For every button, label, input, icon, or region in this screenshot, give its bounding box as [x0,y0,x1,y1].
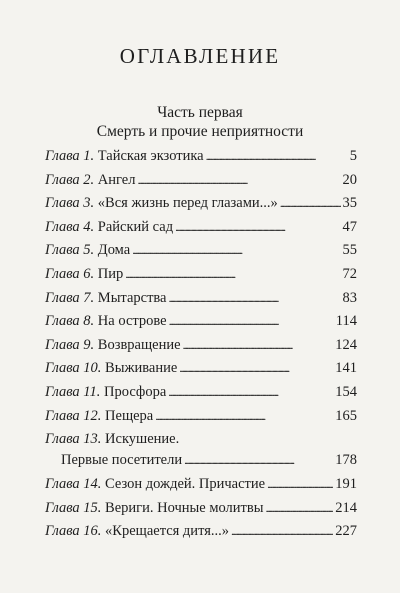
toc-entry [45,500,357,524]
toc-entry-line [45,452,357,476]
page-number: 83 [342,289,357,306]
dot-leader [280,196,341,211]
chapter-title: Пещера [105,407,154,424]
chapter-title: Райский сад [97,218,174,235]
toc-entry-line [45,337,357,361]
page-number: 154 [335,383,357,400]
chapter-title: Пир [97,265,124,282]
toc-entry-label [45,384,166,401]
chapter-title: Тайская экзотика [97,148,204,164]
page-number: 114 [335,313,357,330]
dot-leader [169,314,334,329]
toc-entry-label [45,313,167,330]
toc-entry-label [45,242,130,259]
toc-entry [45,408,357,432]
toc-entry-label [45,148,204,165]
toc-entry-line [45,219,357,243]
chapter-title: «Крещается дитя...» [105,523,230,540]
toc-heading: ОГЛАВЛЕНИЕ [119,44,281,68]
toc-entry-label [45,172,135,189]
toc-entry [45,148,357,172]
toc-entry [45,384,357,408]
toc-entry-label [45,290,167,307]
dot-leader [169,291,341,306]
chapter-number: Глава 6. [45,265,95,282]
toc-entry [45,476,357,500]
part-title: Часть первая [157,104,243,121]
dot-leader [132,243,340,258]
chapter-title: Дома [97,242,131,259]
chapter-number: Глава 16. [45,523,102,540]
toc-entry-line [45,476,357,500]
chapter-number: Глава 2. [45,171,95,188]
page-number: 191 [335,475,357,492]
toc-entry [45,266,357,290]
dot-leader [183,338,334,353]
chapter-number: Глава 12. [45,407,102,424]
page-number: 20 [342,171,357,188]
toc-entry [45,337,357,361]
toc-entry-label [45,500,263,517]
toc-entry-label [45,219,173,236]
toc-entry-line [45,242,357,266]
toc-list [45,148,357,547]
toc-entry-label [45,266,123,283]
toc-entry-line [45,313,357,337]
toc-entry [45,313,357,337]
chapter-number: Глава 14. [45,475,102,492]
chapter-number: Глава 13. [45,431,102,448]
toc-entry-label [45,523,229,540]
chapter-number: Глава 9. [45,336,95,353]
chapter-title: Искушение. [105,431,180,448]
chapter-title: Просфора [103,383,167,400]
dot-leader [231,524,333,539]
toc-entry [45,172,357,196]
page-number: 5 [349,148,357,164]
toc-entry-label [45,337,181,354]
toc-entry [45,195,357,219]
page-number: 165 [335,407,357,424]
chapter-number: Глава 10. [45,360,102,377]
toc-entry [45,242,357,266]
chapter-number: Глава 11. [45,383,101,400]
chapter-title: Выживание [105,360,178,377]
chapter-title: Ангел [97,171,136,188]
dot-leader [265,501,333,516]
toc-entry-label [45,360,177,377]
page-number: 35 [342,195,357,212]
toc-entry-line [45,290,357,314]
toc-entry-line [45,360,357,384]
page-number: 55 [342,242,357,259]
toc-entry [45,523,357,547]
toc-entry-label [45,195,278,212]
toc-entry-line [45,172,357,196]
page-number: 178 [335,452,357,469]
dot-leader [168,385,333,400]
page-number: 227 [335,523,357,540]
chapter-title: Возвращение [97,336,181,353]
toc-entry-line [45,266,357,290]
toc-entry-line [45,148,357,172]
page-number: 124 [335,336,357,353]
dot-leader [179,361,333,376]
part-subtitle: Смерть и прочие неприятности [96,123,304,140]
page-number: 47 [342,218,357,235]
page-number: 141 [335,360,357,377]
chapter-title: Мытарства [97,289,167,306]
dot-leader [155,409,333,424]
chapter-title-continued: Первые посетители [61,452,183,469]
toc-entry-label [45,476,265,493]
chapter-title: «Вся жизнь перед глазами...» [97,195,278,212]
dot-leader [206,149,348,164]
toc-entry [45,360,357,384]
dot-leader [184,453,333,468]
chapter-number: Глава 1. [45,148,95,164]
chapter-number: Глава 15. [45,499,102,516]
chapter-title: Вериги. Ночные молитвы [105,499,264,516]
toc-entry [45,290,357,314]
chapter-number: Глава 8. [45,313,95,330]
toc-entry-label [45,431,179,448]
chapter-number: Глава 5. [45,242,95,259]
chapter-number: Глава 7. [45,289,95,306]
toc-entry [45,431,357,476]
toc-entry [45,219,357,243]
toc-entry-line [45,523,357,547]
toc-entry-line [45,384,357,408]
toc-entry-line [45,195,357,219]
toc-entry-line [45,500,357,524]
dot-leader [175,220,340,235]
chapter-number: Глава 4. [45,218,95,235]
page-number: 214 [335,499,357,516]
chapter-number: Глава 3. [45,195,95,212]
toc-entry-line [45,408,357,432]
toc-entry-label [45,408,153,425]
toc-entry-line [45,431,357,452]
page-number: 72 [342,265,357,282]
dot-leader [137,173,340,188]
dot-leader [125,267,340,282]
chapter-title: На острове [97,313,167,330]
dot-leader [267,477,333,492]
chapter-title: Сезон дождей. Причастие [105,475,266,492]
